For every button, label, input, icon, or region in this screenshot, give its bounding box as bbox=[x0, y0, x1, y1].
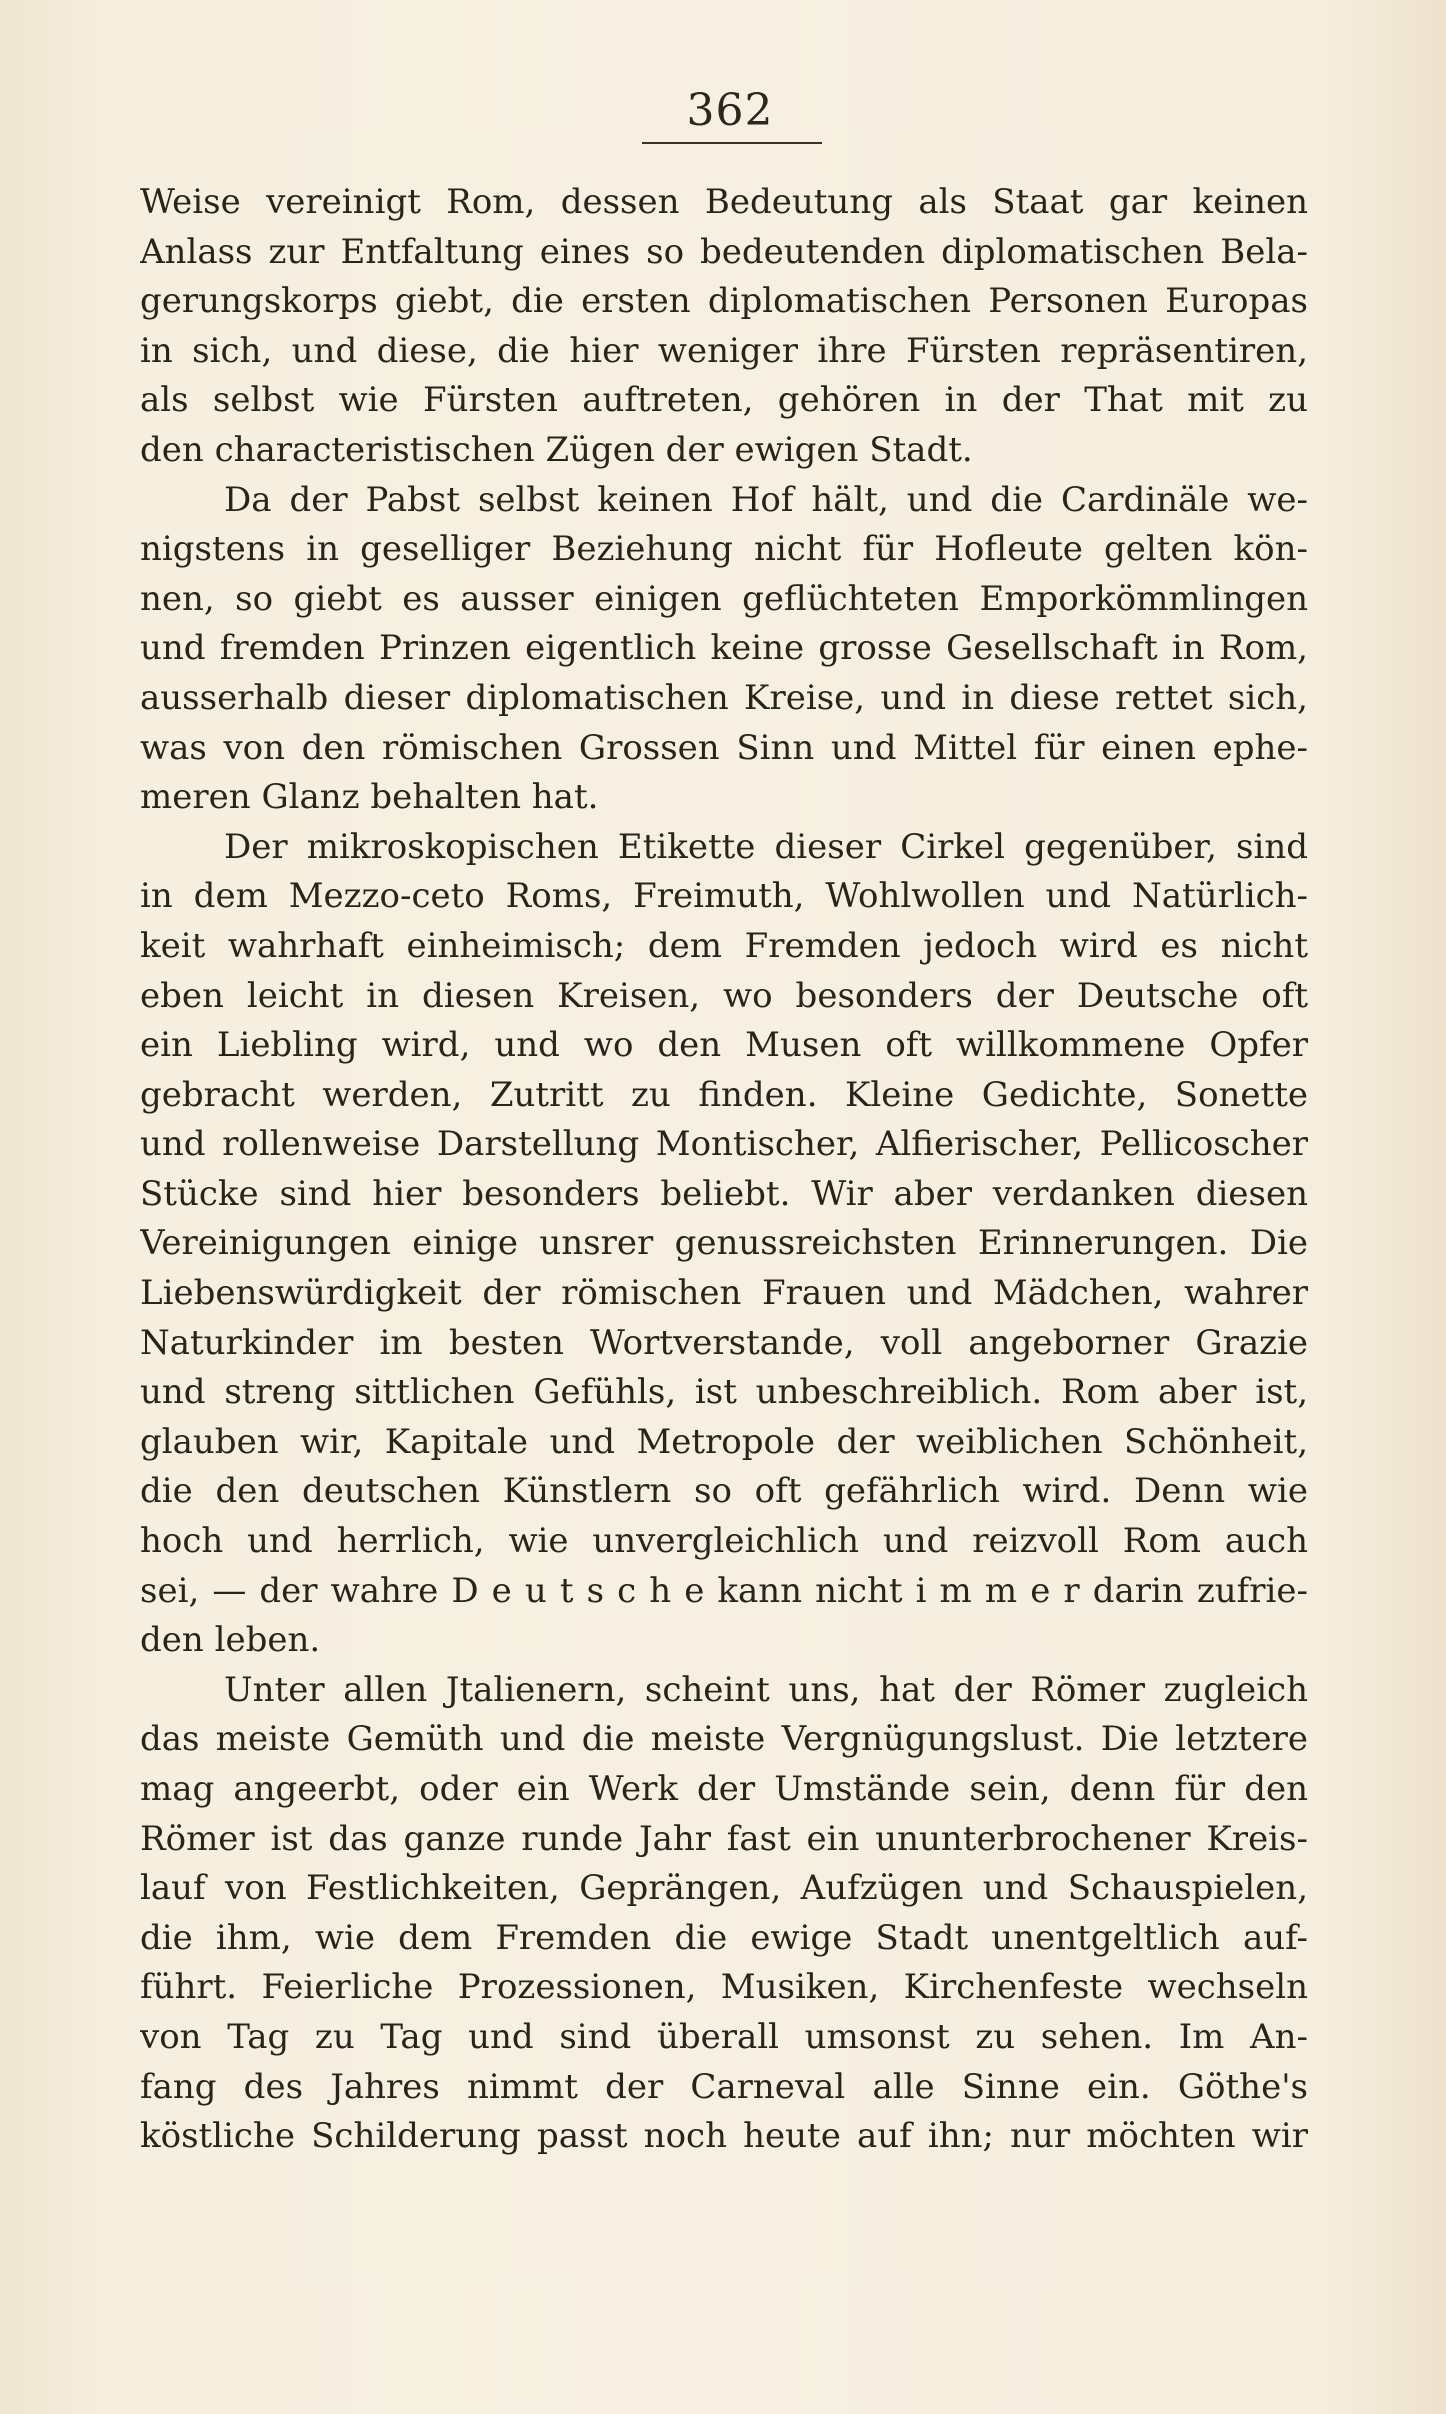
text-line: sei, — der wahre D e u t s c h e kann nicht i m m e r darin zufrie- bbox=[140, 1570, 1308, 1611]
text-line: den leben. bbox=[140, 1620, 321, 1661]
text-line: die ihm, wie dem Fremden die ewige Stadt unentgeltlich auf- bbox=[140, 1917, 1308, 1958]
text-line: und rollenweise Darstellung Montischer, Alfierischer, Pellicoscher bbox=[140, 1124, 1308, 1165]
text-line: gerungskorps giebt, die ersten diplomatischen Personen Europas bbox=[140, 281, 1308, 322]
text-line: lauf von Festlichkeiten, Geprängen, Aufzügen und Schauspielen, bbox=[140, 1868, 1308, 1909]
text-line: Vereinigungen einige unsrer genussreichsten Erinnerungen. Die bbox=[140, 1223, 1308, 1264]
text-line: mag angeerbt, oder ein Werk der Umstände sein, denn für den bbox=[140, 1769, 1308, 1809]
text-line: glauben wir, Kapitale und Metropole der weiblichen Schönheit, bbox=[140, 1421, 1308, 1462]
text-line: ein Liebling wird, und wo den Musen oft willkommene Opfer bbox=[140, 1025, 1308, 1066]
text-line: als selbst wie Fürsten auftreten, gehören in der That mit zu bbox=[140, 380, 1308, 421]
text-line: ausserhalb dieser diplomatischen Kreise, und in diese rettet sich, bbox=[140, 677, 1308, 718]
text-line: führt. Feierliche Prozessionen, Musiken, Kirchenfeste wechseln bbox=[140, 1967, 1308, 2008]
text-line: Da der Pabst selbst keinen Hof hält, und die Cardinäle we- bbox=[224, 479, 1308, 520]
text-line: Anlass zur Entfaltung eines so bedeutenden diplomatischen Bela- bbox=[140, 231, 1308, 272]
text-line: Naturkinder im besten Wortverstande, voll angeborner Grazie bbox=[140, 1322, 1308, 1363]
text-line: und streng sittlichen Gefühls, ist unbeschreiblich. Rom aber ist, bbox=[140, 1372, 1308, 1413]
text-line: keit wahrhaft einheimisch; dem Fremden jedoch wird es nicht bbox=[140, 925, 1308, 966]
text-line: eben leicht in diesen Kreisen, wo besonders der Deutsche oft bbox=[140, 975, 1308, 1016]
text-line: meren Glanz behalten hat. bbox=[140, 777, 599, 818]
text-line: Römer ist das ganze runde Jahr fast ein ununterbrochener Kreis- bbox=[140, 1818, 1308, 1859]
body-text bbox=[140, 178, 1308, 2162]
text-line: in dem Mezzo-ceto Roms, Freimuth, Wohlwollen und Natürlich- bbox=[140, 876, 1308, 917]
text-line: nen, so giebt es ausser einigen geflüchteten Emporkömmlingen bbox=[140, 578, 1308, 619]
text-line: den characteristischen Zügen der ewigen Stadt. bbox=[140, 429, 973, 470]
text-line: in sich, und diese, die hier weniger ihre Fürsten repräsentiren, bbox=[140, 330, 1308, 371]
text-line: Liebenswürdigkeit der römischen Frauen und Mädchen, wahrer bbox=[140, 1273, 1308, 1314]
text-line: von Tag zu Tag und sind überall umsonst zu sehen. Im An- bbox=[140, 2016, 1308, 2057]
page-number: 362 bbox=[686, 85, 774, 136]
text-line: was von den römischen Grossen Sinn und Mittel für einen ephe- bbox=[140, 727, 1308, 768]
text-line: und fremden Prinzen eigentlich keine grosse Gesellschaft in Rom, bbox=[140, 628, 1308, 669]
text-line: nigstens in geselliger Beziehung nicht für Hofleute gelten kön- bbox=[140, 529, 1308, 570]
text-line: das meiste Gemüth und die meiste Vergnügungslust. Die letztere bbox=[140, 1719, 1308, 1760]
text-line: Der mikroskopischen Etikette dieser Cirkel gegenüber, sind bbox=[224, 826, 1308, 867]
text-line: köstliche Schilderung passt noch heute auf ihn; nur möchten wir bbox=[140, 2116, 1308, 2157]
text-line: Unter allen Jtalienern, scheint uns, hat der Römer zugleich bbox=[224, 1669, 1308, 1710]
header-rule bbox=[642, 142, 822, 144]
text-line: Weise vereinigt Rom, dessen Bedeutung als Staat gar keinen bbox=[140, 182, 1308, 222]
text-line: die den deutschen Künstlern so oft gefährlich wird. Denn wie bbox=[140, 1471, 1308, 1512]
text-line: Stücke sind hier besonders beliebt. Wir aber verdanken diesen bbox=[140, 1173, 1308, 1214]
text-line: gebracht werden, Zutritt zu finden. Kleine Gedichte, Sonette bbox=[140, 1074, 1308, 1115]
text-line: hoch und herrlich, wie unvergleichlich und reizvoll Rom auch bbox=[140, 1521, 1308, 1562]
text-line: fang des Jahres nimmt der Carneval alle Sinne ein. Göthe's bbox=[140, 2066, 1308, 2107]
